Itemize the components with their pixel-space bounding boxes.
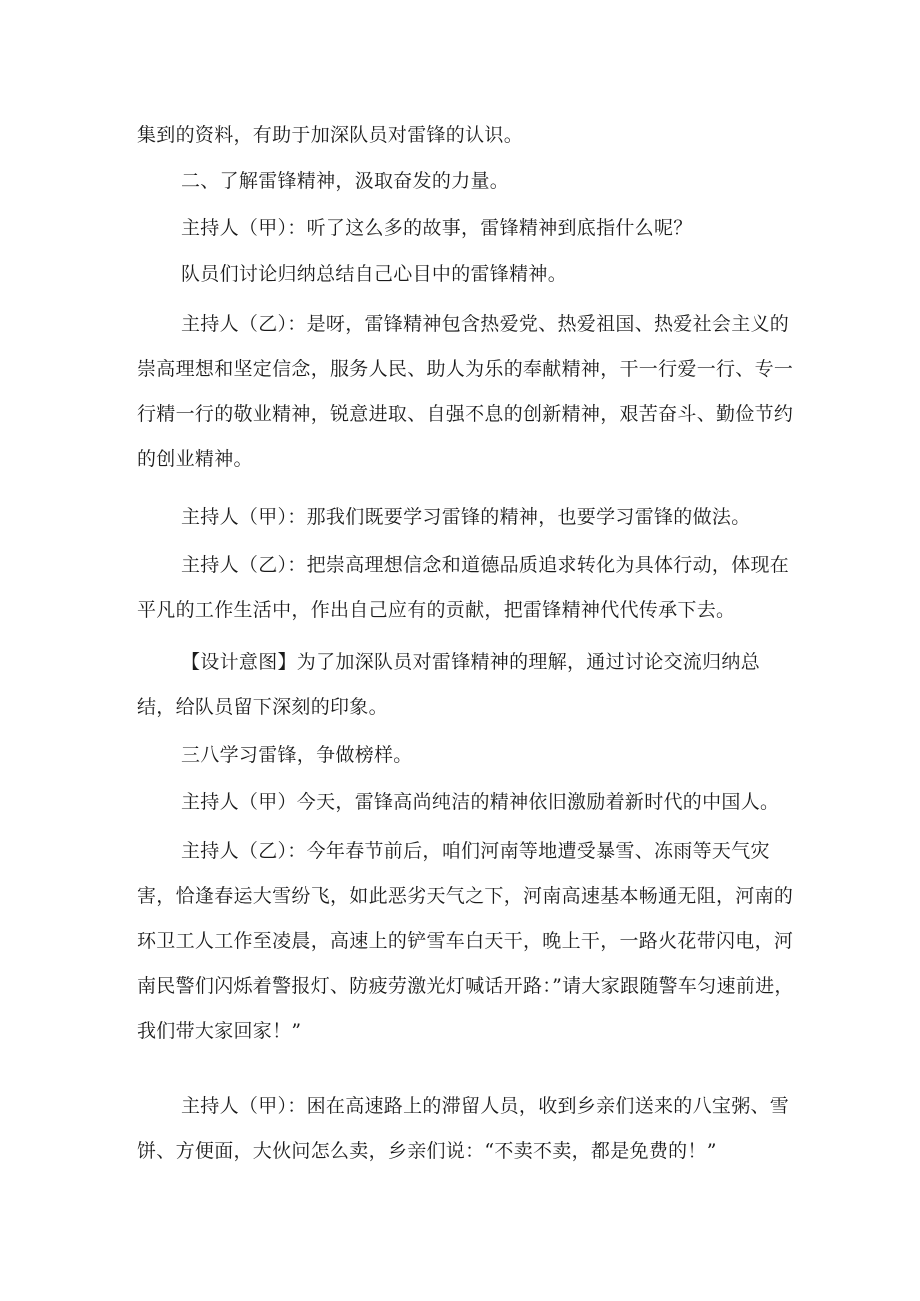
dialogue-host-b-2: 主持人（乙）：把崇高理想信念和道德品质追求转化为具体行动，体现在平凡的工作生活中，作出自己应有的贡献，把雷锋精神代代传承下去。 bbox=[137, 554, 790, 621]
dialogue-host-b-3: 主持人（乙）：今年春节前后，咱们河南等地遭受暴雪、冻雨等天气灾害，恰逢春运大雪纷飞，如此恶劣天气之下，河南高速基本畅通无阻，河南的环卫工人工作至凌晨，高速上的铲雪车白天干，晚上干，一路火花带闪电，河南民警们闪烁着警报灯、防疲劳激光灯喊话开路：”请大家跟随警车匀速前进，我们带大家回家！” bbox=[137, 840, 794, 1042]
dialogue-host-a-4: 主持人（甲）：困在高速路上的滞留人员，收到乡亲们送来的八宝粥、雪饼、方便面，大伙问怎么卖，乡亲们说：“不卖不卖，都是免费的！” bbox=[137, 1095, 790, 1162]
design-intent-note: 【设计意图】为了加深队员对雷锋精神的理解，通过讨论交流归纳总结，给队员留下深刻的印象。 bbox=[137, 651, 761, 718]
dialogue-host-a-3: 主持人（甲）今天，雷锋高尚纯洁的精神依旧激励着新时代的中国人。 bbox=[181, 791, 780, 813]
dialogue-host-b-1: 主持人（乙）：是呀，雷锋精神包含热爱党、热爱祖国、热爱社会主义的崇高理想和坚定信念，服务人民、助人为乐的奉献精神，干一行爱一行、专一行精一行的敬业精神，锐意进取、自强不息的创新精神，艰苦奋斗、勤俭节约的创业精神。 bbox=[137, 313, 794, 470]
section-heading-2: 二、了解雷锋精神，汲取奋发的力量。 bbox=[181, 170, 510, 192]
narration-discussion: 队员们讨论归纳总结自己心目中的雷锋精神。 bbox=[181, 263, 568, 285]
paragraph-continuation: 集到的资料，有助于加深队员对雷锋的认识。 bbox=[137, 124, 524, 146]
dialogue-host-a-1: 主持人（甲）：听了这么多的故事，雷锋精神到底指什么呢？ bbox=[181, 217, 693, 239]
dialogue-host-a-2: 主持人（甲）：那我们既要学习雷锋的精神，也要学习雷锋的做法。 bbox=[181, 506, 751, 528]
section-heading-3: 三八学习雷锋，争做榜样。 bbox=[181, 744, 413, 766]
